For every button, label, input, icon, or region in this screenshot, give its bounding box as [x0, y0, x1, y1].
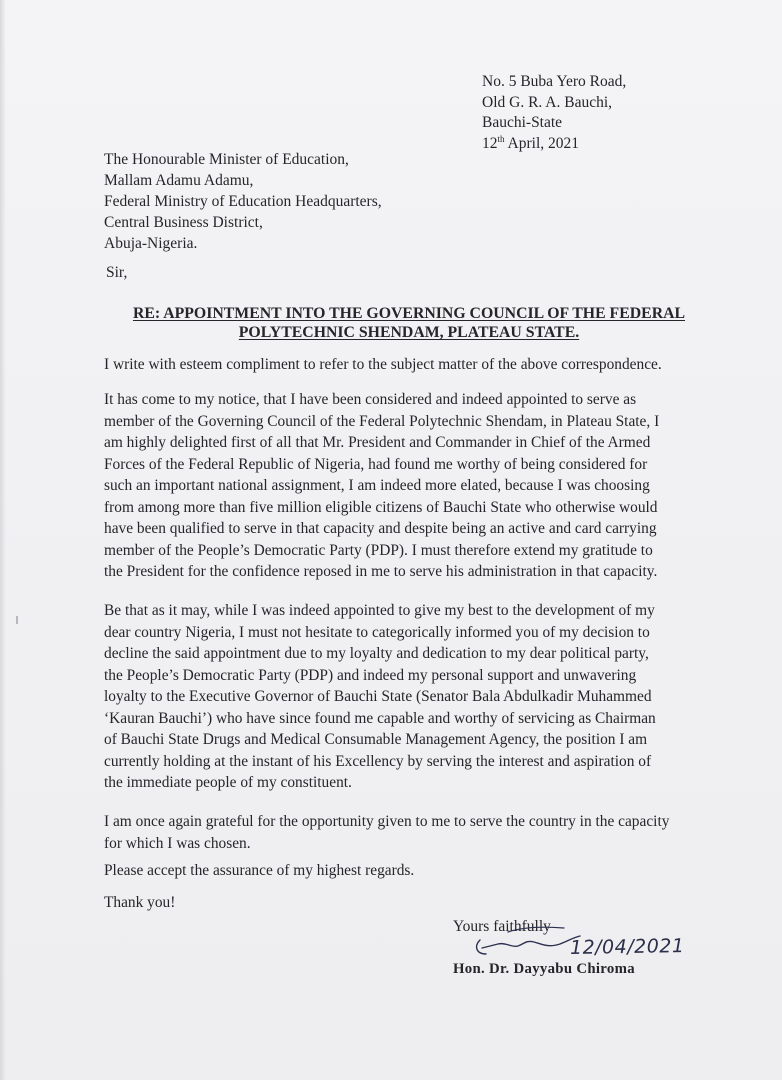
address-line: No. 5 Buba Yero Road, [482, 73, 627, 90]
handwritten-date: 12/04/2021 [569, 935, 685, 959]
text-line: currently holding at the instant of his Excellency by serving the interest and aspiration of [104, 752, 652, 770]
recipient-block [104, 149, 382, 254]
text-line: the President for the confidence reposed in me to serve his administration in that capacity. [104, 563, 658, 580]
salutation: Sir, [106, 264, 128, 281]
text-line: of Bauchi State Drugs and Medical Consumable Management Agency, the position I am [104, 731, 648, 748]
signatory-name: Hon. Dr. Dayyabu Chiroma [453, 961, 635, 977]
recipient-line: Central Business District, [104, 214, 263, 231]
subject-line: RE: APPOINTMENT INTO THE GOVERNING COUNCIL OF THE FEDERAL [132, 305, 686, 322]
text-line: from among more than five million eligible citizens of Bauchi State who otherwise would [104, 498, 658, 516]
text-line: ‘Kauran Bauchi’) who have since found me capable and worthy of servicing as Chairman [104, 709, 656, 727]
text-line: loyalty to the Executive Governor of Bauchi State (Senator Bala Abdulkadir Muhammed [104, 688, 652, 705]
paragraph-appointment-notice [104, 389, 716, 583]
recipient-line: The Honourable Minister of Education, [104, 151, 349, 168]
text-line: dear country Nigeria, I must not hesitate to categorically informed you of my decision to [104, 623, 650, 641]
text-line: member of the People’s Democratic Party (PDP). I must therefore extend my gratitude to [104, 541, 653, 559]
text-line: Thank you! [104, 894, 176, 911]
text-line: I am once again grateful for the opportunity given to me to serve the country in the capacity [104, 813, 670, 830]
text-line: I write with esteem compliment to refer to the subject matter of the above correspondence. [104, 356, 662, 373]
recipient-line: Mallam Adamu Adamu, [104, 172, 254, 189]
text-line: Forces of the Federal Republic of Nigeria, had found me worthy of being considered for [104, 455, 648, 473]
text-line: decline the said appointment due to my loyalty and dedication to my dear political party, [104, 645, 649, 662]
text-line: have been qualified to serve in that capacity and despite being an active and card carrying [104, 520, 657, 537]
address-line: Bauchi-State [482, 114, 563, 131]
text-line: It has come to my notice, that I have been considered and indeed appointed to serve as [104, 391, 637, 408]
text-line: Please accept the assurance of my highest regards. [104, 862, 415, 879]
letter-date: 12th April, 2021 [482, 133, 580, 152]
subject-line: POLYTECHNIC SHENDAM, PLATEAU STATE. [238, 324, 580, 341]
text-line: Be that as it may, while I was indeed appointed to give my best to the development of my [104, 602, 655, 619]
text-line: such an important national assignment, I am indeed more elated, because I was choosing [104, 477, 650, 494]
text-line: the People’s Democratic Party (PDP) and indeed my personal support and unwavering [104, 666, 637, 684]
text-line: member of the Governing Council of the Federal Polytechnic Shendam, in Plateau State, I [104, 412, 660, 430]
text-line: for which I was chosen. [104, 834, 251, 852]
recipient-line: Federal Ministry of Education Headquarters, [104, 193, 382, 210]
scan-mark [16, 616, 18, 624]
paragraph-regards [104, 860, 716, 882]
paragraph-gratitude [104, 811, 716, 854]
text-line: the immediate people of my constituent. [104, 774, 352, 791]
recipient-line: Abuja-Nigeria. [104, 235, 198, 252]
text-line: am highly delighted first of all that Mr. President and Commander in Chief of the Armed [104, 434, 651, 451]
subject-heading [106, 304, 712, 342]
sender-address [482, 72, 626, 154]
paragraph-decline [104, 600, 716, 794]
complimentary-close: Yours faithfully [453, 918, 551, 935]
paragraph-thanks [104, 892, 716, 914]
address-line: Old G. R. A. Bauchi, [482, 93, 613, 111]
paragraph-intro [104, 354, 716, 376]
